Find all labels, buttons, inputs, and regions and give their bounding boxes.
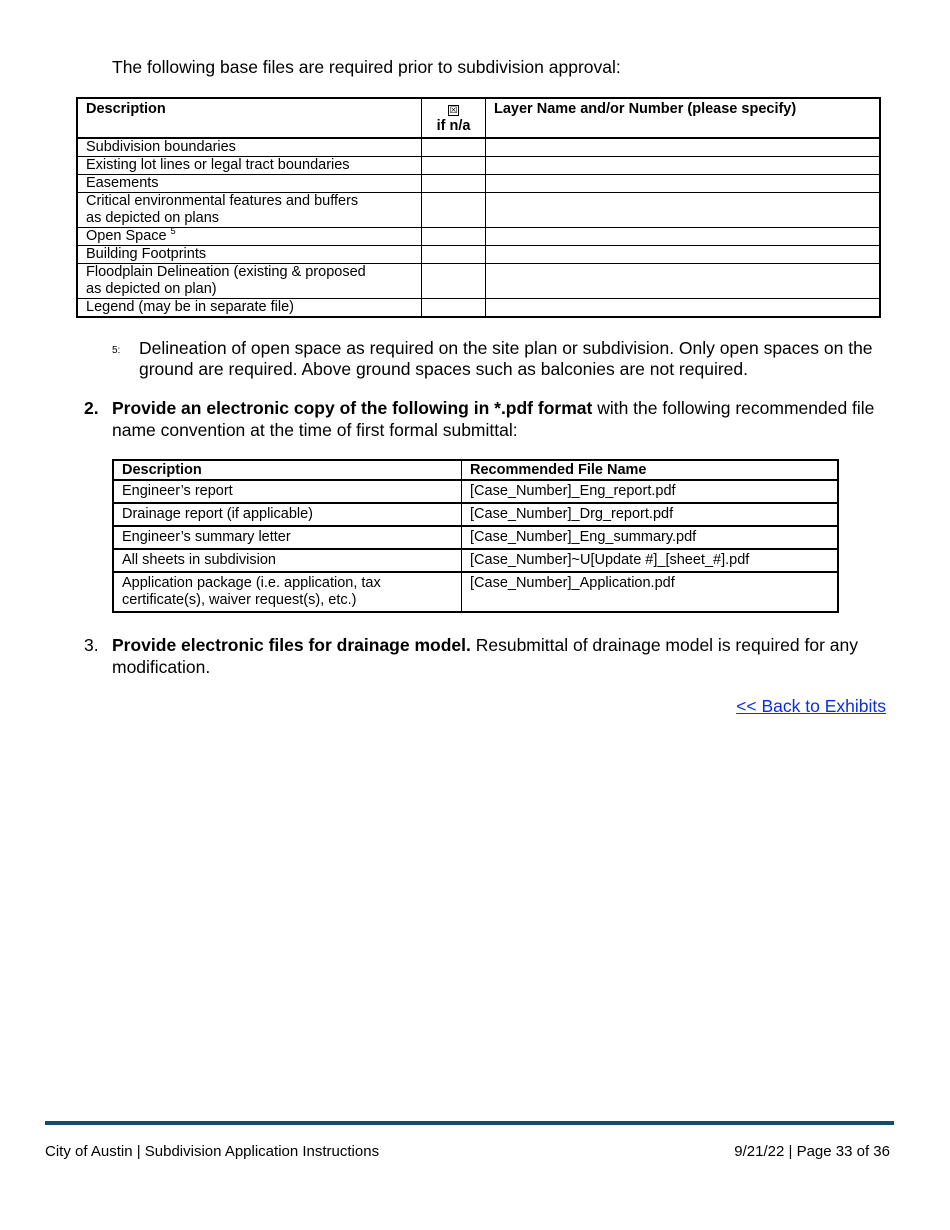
row-description: Floodplain Delineation (existing & proposed <box>86 264 366 280</box>
description-cell <box>77 139 422 157</box>
file-name-cell <box>462 549 839 572</box>
footer-left-text: City of Austin | Subdivision Application Instructions <box>45 1143 380 1160</box>
description-cell <box>113 572 462 612</box>
file-name-cell <box>462 503 839 526</box>
file-name: [Case_Number]_Application.pdf <box>470 575 675 591</box>
footer-rule <box>45 1121 894 1125</box>
back-to-exhibits-link[interactable]: << Back to Exhibits <box>736 696 886 716</box>
table-header-row <box>113 460 838 480</box>
file-name-cell <box>462 572 839 612</box>
table-row <box>77 175 880 193</box>
table-row <box>113 503 838 526</box>
checkbox-x-icon: ☒ <box>449 105 458 115</box>
description-cell <box>77 264 422 299</box>
header-na <box>422 98 486 138</box>
description-cell <box>113 503 462 526</box>
row-description: All sheets in subdivision <box>122 552 276 568</box>
footnote-ref: 5 <box>170 226 176 236</box>
item-2-number: 2. <box>84 398 99 418</box>
description-cell <box>113 480 462 503</box>
table-header-row <box>77 98 880 138</box>
footnote-text: Delineation of open space as required on the site plan or subdivision. Only open spaces on the ground are required. Above ground spaces such as balconies are not required. <box>139 338 873 379</box>
file-name: [Case_Number]_Eng_summary.pdf <box>470 529 697 545</box>
row-description: Application package (i.e. application, tax <box>122 575 381 591</box>
header-layer: Layer Name and/or Number (please specify) <box>486 98 881 138</box>
row-description: Drainage report (if applicable) <box>122 506 314 522</box>
row-description-cont: certificate(s), waiver request(s), etc.) <box>122 592 357 608</box>
na-cell[interactable] <box>422 139 486 157</box>
header-file-name: Recommended File Name <box>462 460 839 480</box>
na-cell[interactable] <box>422 175 486 193</box>
row-description: Easements <box>86 175 159 191</box>
footnote-number: 5: <box>112 345 121 356</box>
item-2-text: with the following recommended file name convention at the time of first formal submittal: <box>112 398 875 440</box>
na-cell[interactable] <box>422 157 486 175</box>
row-description-cont: as depicted on plans <box>86 210 220 226</box>
file-name: [Case_Number]_Eng_report.pdf <box>470 483 676 499</box>
item-3 <box>84 634 884 678</box>
file-name-cell <box>462 526 839 549</box>
item-2-bold: Provide an electronic copy of the following in *.pdf format <box>112 398 593 418</box>
item-2 <box>84 397 884 441</box>
table-row <box>77 246 880 264</box>
header-na-label: if n/a <box>436 118 471 134</box>
na-cell[interactable] <box>422 299 486 318</box>
file-name: [Case_Number]~U[Update #]_[sheet_#].pdf <box>470 552 750 568</box>
description-cell <box>77 175 422 193</box>
table-row <box>77 193 880 228</box>
description-cell <box>77 157 422 175</box>
table-row <box>113 572 838 612</box>
na-cell[interactable] <box>422 246 486 264</box>
layer-cell[interactable] <box>486 228 881 246</box>
item-3-text: Resubmittal of drainage model is required for any modification. <box>112 635 859 677</box>
table-row <box>77 139 880 157</box>
description-cell <box>77 299 422 318</box>
na-cell[interactable] <box>422 193 486 228</box>
table-row <box>77 299 880 318</box>
description-cell <box>77 193 422 228</box>
layer-cell[interactable] <box>486 246 881 264</box>
row-description-cont: as depicted on plan) <box>86 281 217 297</box>
row-description: Engineer’s report <box>122 483 233 499</box>
layer-cell[interactable] <box>486 175 881 193</box>
layer-cell[interactable] <box>486 157 881 175</box>
description-cell <box>113 526 462 549</box>
footer-page-info: 9/21/22 | Page 33 of 36 <box>734 1143 890 1160</box>
footnote <box>112 338 892 380</box>
row-description: Engineer’s summary letter <box>122 529 291 545</box>
table-row <box>77 264 880 299</box>
table-row <box>113 480 838 503</box>
layer-cell[interactable] <box>486 264 881 299</box>
header-description: Description <box>113 460 462 480</box>
layer-cell[interactable] <box>486 299 881 318</box>
item-3-bold: Provide electronic files for drainage model. <box>112 635 471 655</box>
row-description: Building Footprints <box>86 246 207 262</box>
description-cell <box>113 549 462 572</box>
item-3-number: 3. <box>84 635 99 655</box>
table-row <box>113 549 838 572</box>
row-description: Open Space <box>86 228 167 244</box>
table-row <box>113 526 838 549</box>
row-description: Existing lot lines or legal tract boundaries <box>86 157 350 173</box>
table-row <box>77 157 880 175</box>
file-names-table <box>112 459 839 613</box>
layer-cell[interactable] <box>486 193 881 228</box>
layer-cell[interactable] <box>486 139 881 157</box>
description-cell <box>77 246 422 264</box>
na-cell[interactable] <box>422 264 486 299</box>
file-name-cell <box>462 480 839 503</box>
row-description: Legend (may be in separate file) <box>86 299 294 315</box>
row-description: Critical environmental features and buffers <box>86 193 359 209</box>
table-row <box>77 228 880 246</box>
base-files-table <box>76 97 881 318</box>
intro-text: The following base files are required prior to subdivision approval: <box>112 57 621 77</box>
file-name: [Case_Number]_Drg_report.pdf <box>470 506 674 522</box>
na-cell[interactable] <box>422 228 486 246</box>
row-description: Subdivision boundaries <box>86 139 236 155</box>
description-cell <box>77 228 422 246</box>
header-description: Description <box>77 98 422 138</box>
